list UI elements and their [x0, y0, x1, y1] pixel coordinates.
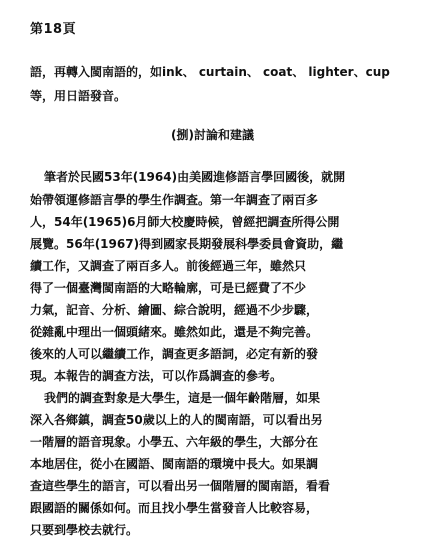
- paragraph1-line-5: 續工作，又調查了兩百多人。前後經過三年，雖然只: [30, 259, 307, 273]
- page-number: 第18頁: [30, 22, 77, 37]
- paragraph1-line-9: 後來的人可以繼續工作，調查更多語詞，必定有新的發: [30, 347, 319, 361]
- paragraph1-line-6: 得了一個臺灣閩南語的大略輪廓，可是已經費了不少: [30, 281, 307, 295]
- paragraph2-line-1: 我們的調查對象是大學生，這是一個年齡階層，如果: [44, 391, 321, 405]
- intro-line-1: 語，再轉入閩南語的，如ink、 curtain、 coat、 lighter、cup: [30, 65, 390, 79]
- paragraph2-line-5: 查這些學生的語言，可以看出另一個階層的閩南語，看看: [30, 479, 331, 493]
- paragraph1-line-10: 現。本報告的調查方法，可以作爲調查的參考。: [30, 369, 283, 383]
- paragraph1-line-4: 展覽。56年(1967)得到國家長期發展科學委員會資助，繼: [30, 237, 344, 251]
- paragraph2-line-4: 本地居住，從小在國語、閩南語的環境中長大。如果調: [30, 457, 319, 471]
- paragraph2-line-3: 一階層的語音現象。小學五、六年級的學生，大部分在: [30, 435, 319, 449]
- intro-line-2: 等，用日語發音。: [30, 89, 127, 103]
- paragraph1-line-1: 筆者於民國53年(1964)由美國進修語言學回國後，就開: [44, 170, 346, 184]
- paragraph2-line-2: 深入各鄉鎮，調查50歲以上的人的閩南語，可以看出另: [30, 413, 323, 427]
- paragraph1-line-2: 始帶領運修語言學的學生作調查。第一年調查了兩百多: [30, 193, 319, 207]
- paragraph1-line-7: 力氣，記音、分析、繪圖、綜合說明，經過不少步驟，: [30, 303, 319, 317]
- paragraph2-line-7: 只要到學校去就行。: [30, 523, 139, 537]
- paragraph1-line-3: 人，54年(1965)6月師大校慶時候，曾經把調查所得公開: [30, 215, 340, 229]
- paragraph1-line-8: 從雜亂中理出一個頭緒來。雖然如此，還是不夠完善。: [30, 325, 319, 339]
- paragraph2-line-6: 跟國語的關係如何。而且找小學生當發音人比較容易，: [30, 501, 319, 515]
- section-heading: (捌)討論和建議: [171, 128, 254, 142]
